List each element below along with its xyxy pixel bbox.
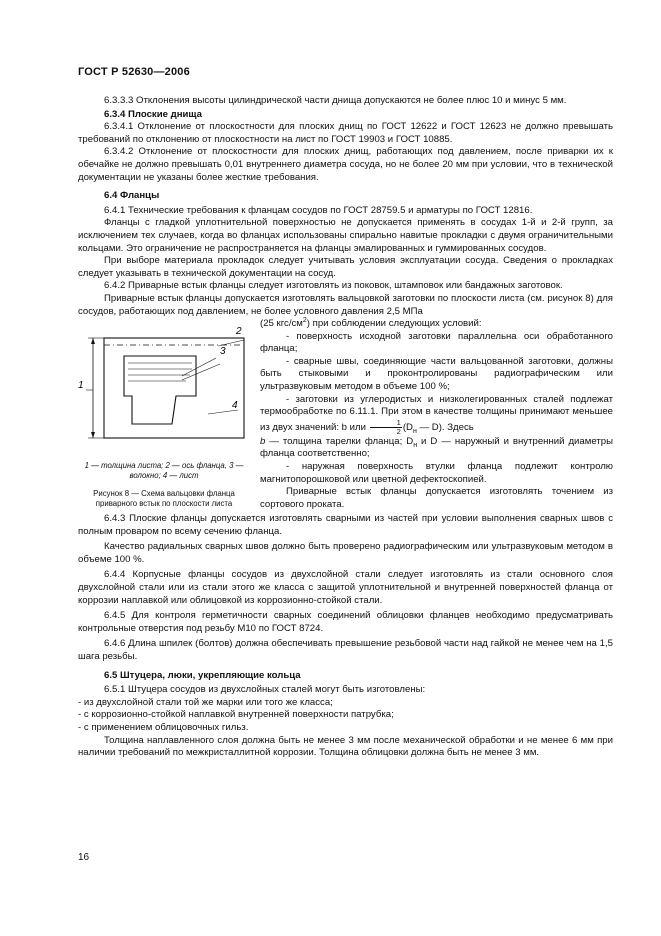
paragraph-6-4-6: 6.4.6 Длина шпилек (болтов) должна обеспечивать превышение резьбовой части над гайкой не менее чем на 1,5 шага резьбы. <box>78 638 613 663</box>
page-number: 16 <box>78 852 90 863</box>
paragraph-6-4-5: 6.4.5 Для контроля герметичности сварных соединений облицовки фланцев необходимо предусматривать контрольные отверстия под резьбу М10 по ГОСТ 8724. <box>78 610 613 634</box>
leader-3 <box>182 358 216 376</box>
paragraph-weld-quality: Качество радиальных сварных швов должно быть проверено радиографическим или ультразвуковым методом в объеме 100 %. <box>78 541 613 565</box>
heading-6-3-4: 6.3.4 Плоские днища <box>104 108 202 120</box>
paragraph-6-3-4-2: 6.3.4.2 Отклонение от плоскостности для плоских днищ, работающих под давлением, после приварки их к обечайке не должно превышать 0,01 внутреннего диаметра сосуда, но не более 20 мм при условии, что в технической документации не указаны более жесткие требования. <box>78 146 613 183</box>
conditions-intro-sup: 2 <box>302 316 307 324</box>
conditions-intro-post: ) при соблюдении следующих условий: <box>306 318 482 330</box>
heading-6-4: 6.4 Фланцы <box>104 190 160 202</box>
fraction-half <box>370 419 402 436</box>
condition-2: - сварные швы, соединяющие части вальцованной заготовки, должны быть стыковыми и проконтролированы радиографическим или ультразвуковым методом в объеме 100 %; <box>260 355 613 393</box>
symbol-b: b <box>260 435 266 447</box>
figure-legend: 1 — толщина листа; 2 — ось фланца, 3 — волокно; 4 — лист <box>84 461 244 481</box>
condition-1: - поверхность исходной заготовки параллельна оси обработанного фланца; <box>260 330 613 355</box>
figure-label-1: 1 <box>78 380 84 392</box>
paragraph-gaskets: При выборе материала прокладок следует учитывать условия эксплуатации сосуда. Сведения о прокладках следует указывать в технической документации на сосуд. <box>78 255 613 279</box>
flange-profile <box>124 356 196 424</box>
figure-caption: Рисунок 8 — Схема вальцовки фланца приварного встык по плоскости листа <box>93 489 235 509</box>
formula-open: (D <box>402 421 413 433</box>
formula-close: — D). Здесь <box>416 421 474 433</box>
arrow-bottom <box>91 432 95 438</box>
figure-8-drawing <box>78 318 250 458</box>
paragraph-6-3-3-3: 6.3.3.3 Отклонения высоты цилиндрической части днища допускаются не более плюс 10 и минус 5 мм. <box>104 95 567 106</box>
arrow-top <box>91 338 95 344</box>
paragraph-6-5-1: 6.5.1 Штуцера сосудов из двухслойных сталей могут быть изготовлены: <box>104 684 426 696</box>
figure-label-2: 2 <box>236 326 242 338</box>
formula-sub: н <box>412 427 417 435</box>
figure-label-3: 3 <box>220 346 226 358</box>
figure-8 <box>78 318 250 509</box>
definitions-text: — толщина тарелки фланца; D <box>265 435 414 447</box>
list-item: - с применением облицовочных гильз. <box>78 722 249 733</box>
fraction-numerator: 1 <box>370 419 402 428</box>
heading-6-5: 6.5 Штуцера, люки, укрепляющие кольца <box>104 669 301 681</box>
paragraph-cladding-thickness: Толщина наплавленного слоя должна быть не менее 3 мм после механической обработки и не менее 6 мм при наличии требований по межкристаллитной коррозии. Толщина облицовки должна быть не менее 3 мм. <box>78 734 613 759</box>
paragraph-turning: Приварные встык фланцы допускается изготовлять точением из сортового проката. <box>260 486 613 510</box>
definitions-sub: н <box>413 441 418 449</box>
condition-4: - наружная поверхность втулки фланца подлежит контролю магнитопорошковой или цветной дефектоскопией. <box>260 461 613 485</box>
paragraph-6-4-4: 6.4.4 Корпусные фланцы сосудов из двухслойной стали следует изготовлять из стали основного слоя двухслойной стали или из стали этого же класса с защитой уплотнительной и внутренней поверхностей фланца от коррозии наплавкой или облицовкой из коррозионно-стойкой стали. <box>78 569 613 606</box>
paragraph-rolling: Приварные встык фланцы допускается изготовлять вальцовкой заготовки по плоскости листа (см. рисунок 8) для сосудов, работающих под давлением, не более условного давления 2,5 МПа <box>78 292 613 317</box>
condition-3-text: - заготовки из углеродистых и низколегированных сталей подлежат термообработке по 6.11.1. При этом в качестве толщины принимают меньшее из двух значений: b или <box>260 393 613 433</box>
page-header: ГОСТ Р 52630—2006 <box>78 66 190 78</box>
paragraph-6-3-4-1: 6.3.4.1 Отклонение от плоскостности для плоских днищ по ГОСТ 12622 и ГОСТ 12623 не должно превышать требований по отклонению от плоскостности на лист по ГОСТ 19903 и ГОСТ 10885. <box>78 121 613 145</box>
fraction-denominator: 2 <box>396 426 401 436</box>
figure-label-4: 4 <box>232 400 238 412</box>
document-body <box>78 95 613 760</box>
list-item: - из двухслойной стали той же марки или того же класса; <box>78 696 333 708</box>
definitions-tail: и D — наружный и внутренний диаметры фланца соответственно; <box>260 435 613 460</box>
paragraph-flanges-smooth: Фланцы с гладкой уплотнительной поверхностью не допускается применять в сосудах 1-й и 2-й групп, за исключением тех случаев, когда во фланцах использованы спирально навитые прокладки с двумя ограничительными кольцами. Это ограничение не распространяется на фланцы эмалированных и гуммированных сосудов. <box>78 217 613 254</box>
leader-3b <box>182 364 220 380</box>
paragraph-6-4-2: 6.4.2 Приварные встык фланцы следует изготовлять из поковок, штамповок или бандажных заготовок. <box>104 280 563 292</box>
paragraph-6-4-1: 6.4.1 Технические требования к фланцам сосудов по ГОСТ 28759.5 и арматуры по ГОСТ 12816. <box>104 204 533 216</box>
paragraph-6-4-3: 6.4.3 Плоские фланцы допускается изготовлять сварными из частей при условии выполнения сварных швов с полным проваром по всему сечению фланца. <box>78 513 613 537</box>
list-item: - с коррозионно-стойкой наплавкой внутренней поверхности патрубка; <box>78 709 394 721</box>
conditions-intro-pre: (25 кгс/см <box>260 318 303 330</box>
